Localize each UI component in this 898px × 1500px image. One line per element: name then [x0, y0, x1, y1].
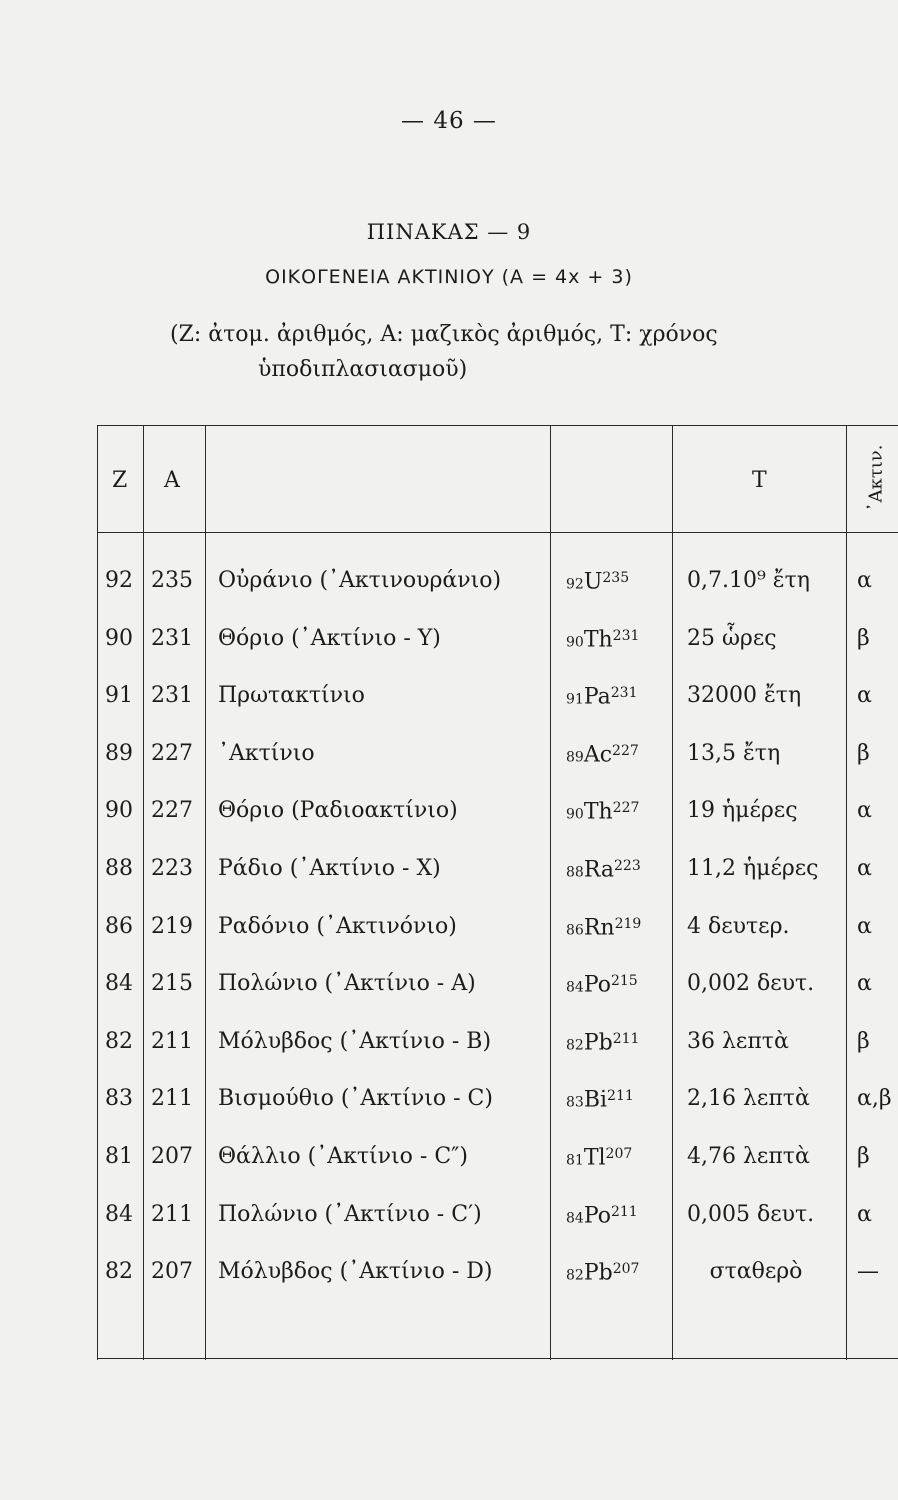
nuclide-element: U	[583, 569, 603, 595]
atomic-number: 90	[105, 625, 133, 651]
nuclide-a: 223	[614, 858, 641, 874]
mass-number: 219	[151, 913, 193, 939]
half-life: 13,5 ἔτη	[687, 740, 781, 766]
element-name: Ραδόνιο (᾿Ακτινόνιο)	[218, 913, 457, 939]
half-life: 25 ὧρες	[687, 625, 777, 651]
nuclide-symbol	[566, 856, 641, 882]
atomic-number: 84	[105, 971, 133, 997]
nuclide-symbol	[566, 1144, 632, 1170]
half-life: 0,002 δευτ.	[687, 971, 815, 997]
nuclide-element: Po	[583, 1202, 611, 1228]
nuclide-a: 231	[610, 685, 638, 702]
nuclide-z: 82	[566, 1267, 584, 1284]
nuclide-element: Th	[583, 799, 613, 825]
nuclide-z: 90	[566, 806, 584, 823]
half-life: 36 λεπτὰ	[687, 1028, 789, 1054]
radiation-type: α	[857, 913, 872, 939]
nuclide-z: 91	[566, 691, 584, 708]
nuclide-element: Th	[583, 626, 613, 652]
mass-number: 211	[151, 1201, 193, 1227]
mass-number: 207	[151, 1144, 193, 1169]
table-row	[0, 1202, 898, 1260]
half-life: 11,2 ἡμέρες	[687, 856, 819, 881]
half-life: 32000 ἔτη	[687, 683, 802, 709]
half-life: 4,76 λεπτὰ	[687, 1144, 810, 1169]
table-row	[0, 683, 898, 741]
atomic-number: 86	[105, 913, 133, 939]
atomic-number: 89	[105, 740, 133, 766]
half-life: 2,16 λεπτὰ	[687, 1086, 810, 1112]
nuclide-symbol	[566, 798, 639, 824]
nuclide-z: 92	[566, 576, 584, 593]
radiation-type: β	[857, 625, 870, 651]
radiation-type: α	[857, 971, 872, 997]
mass-number: 231	[151, 683, 193, 709]
atomic-number: 81	[105, 1144, 133, 1169]
radiation-type: β	[857, 1028, 870, 1054]
nuclide-element: Po	[583, 972, 611, 998]
nuclide-z: 84	[566, 979, 584, 996]
element-name: Οὐράνιο (᾿Ακτινουράνιο)	[218, 568, 502, 593]
mass-number: 235	[151, 568, 193, 593]
nuclide-a: 207	[612, 1261, 640, 1278]
nuclide-symbol	[566, 971, 638, 997]
nuclide-element: Pb	[583, 1030, 613, 1056]
mass-number: 207	[151, 1259, 193, 1285]
table-row	[0, 798, 898, 856]
mass-number: 227	[151, 740, 193, 766]
table-row	[0, 914, 898, 972]
nuclide-a: 235	[602, 570, 630, 586]
nuclide-a: 219	[614, 915, 642, 932]
half-life: 0,7.10⁹ ἔτη	[687, 568, 810, 593]
element-name: Θόριο (Ραδιοακτίνιο)	[218, 798, 458, 824]
mass-number: 227	[151, 798, 193, 824]
nuclide-a: 211	[610, 1203, 638, 1220]
radiation-type: α	[857, 856, 872, 881]
table-row	[0, 568, 898, 626]
table-row	[0, 1259, 898, 1317]
atomic-number: 88	[105, 856, 133, 881]
nuclide-element: Rn	[583, 914, 615, 940]
nuclide-symbol	[566, 741, 639, 767]
atomic-number: 84	[105, 1201, 133, 1227]
nuclide-element: Pb	[583, 1260, 613, 1286]
legend-line-1: (Ζ: ἀτομ. ἀριθμός, Α: μαζικὸς ἀριθμός, Τ: χρόνος	[170, 322, 718, 347]
atomic-number: 91	[105, 683, 133, 709]
nuclide-symbol	[566, 568, 629, 594]
header-t: Τ	[752, 468, 767, 493]
nuclide-element: Ra	[583, 857, 615, 883]
legend-line-2: ὑποδιπλασιασμοῦ)	[258, 357, 468, 382]
nuclide-element: Bi	[583, 1087, 608, 1113]
nuclide-z: 90	[566, 633, 584, 650]
header-a: Α	[164, 468, 180, 493]
mass-number: 231	[151, 625, 193, 651]
nuclide-z: 81	[566, 1152, 584, 1169]
nuclide-z: 88	[566, 864, 584, 881]
family-title: ΟΙΚΟΓΕΝΕΙΑ ΑΚΤΙΝΙΟΥ (Α = 4x + 3)	[265, 266, 633, 288]
table-row	[0, 1086, 898, 1144]
element-name: Πολώνιο (᾿Ακτίνιο - Α)	[218, 971, 476, 997]
table-row	[0, 741, 898, 799]
element-name: Θόριο (᾿Ακτίνιο - Υ)	[218, 625, 441, 651]
radiation-type: α	[857, 568, 872, 593]
nuclide-a: 227	[612, 800, 640, 817]
radiation-type: α,β	[857, 1086, 892, 1112]
nuclide-z: 84	[566, 1209, 584, 1226]
table-bottom-rule	[97, 1358, 898, 1359]
nuclide-symbol	[566, 1029, 639, 1055]
table-label: ΠΙΝΑΚΑΣ — 9	[366, 220, 532, 244]
half-life: 4 δευτερ.	[687, 913, 790, 939]
nuclide-a: 215	[610, 973, 638, 990]
element-name: ᾿Ακτίνιο	[218, 740, 315, 766]
nuclide-symbol	[566, 683, 638, 709]
nuclide-z: 82	[566, 1037, 584, 1054]
radiation-type: β	[857, 740, 870, 766]
radiation-type: α	[857, 1201, 872, 1227]
table-row	[0, 1029, 898, 1087]
nuclide-symbol	[566, 1202, 638, 1228]
half-life: 0,005 δευτ.	[687, 1201, 815, 1227]
table-row	[0, 856, 898, 914]
nuclide-z: 89	[566, 749, 584, 766]
element-name: Μόλυβδος (᾿Ακτίνιο - D)	[218, 1259, 493, 1285]
table-row	[0, 1144, 898, 1202]
nuclide-symbol	[566, 1086, 634, 1112]
mass-number: 211	[151, 1028, 193, 1054]
nuclide-a: 211	[612, 1030, 640, 1047]
nuclide-a: 211	[607, 1088, 634, 1105]
radiation-type: β	[857, 1144, 870, 1169]
nuclide-element: Pa	[583, 684, 611, 710]
nuclide-element: Tl	[583, 1145, 606, 1171]
nuclide-element: Ac	[583, 742, 613, 768]
header-z: Ζ	[112, 468, 128, 493]
nuclide-symbol	[566, 1259, 639, 1285]
header-bottom-rule	[97, 532, 898, 533]
element-name: Πρωτακτίνιο	[218, 683, 365, 709]
table-row	[0, 626, 898, 684]
half-life: σταθερὸ	[709, 1259, 803, 1285]
half-life: 19 ἡμέρες	[687, 798, 798, 824]
element-name: Θάλλιο (᾿Ακτίνιο - C″)	[218, 1144, 468, 1169]
mass-number: 215	[151, 971, 193, 997]
radiation-type: —	[857, 1259, 879, 1285]
radiation-type: α	[857, 683, 872, 709]
atomic-number: 83	[105, 1086, 133, 1112]
nuclide-a: 227	[612, 742, 639, 759]
atomic-number: 82	[105, 1028, 133, 1054]
radiation-type: α	[857, 798, 872, 824]
atomic-number: 82	[105, 1259, 133, 1285]
header-radiation: ᾿Ακτιν.	[865, 444, 887, 512]
nuclide-a: 207	[605, 1146, 633, 1162]
mass-number: 211	[151, 1086, 193, 1112]
nuclide-z: 83	[566, 1094, 584, 1111]
atomic-number: 92	[105, 568, 133, 593]
atomic-number: 90	[105, 798, 133, 824]
mass-number: 223	[151, 856, 193, 881]
nuclide-symbol	[566, 626, 639, 652]
element-name: Βισμούθιο (᾿Ακτίνιο - C)	[218, 1086, 493, 1112]
nuclide-a: 231	[612, 627, 640, 644]
element-name: Πολώνιο (᾿Ακτίνιο - C′)	[218, 1201, 482, 1227]
nuclide-symbol	[566, 914, 641, 940]
nuclide-z: 86	[566, 921, 584, 938]
page-number: — 46 —	[401, 108, 497, 134]
table-row	[0, 971, 898, 1029]
table-top-rule	[97, 425, 898, 426]
element-name: Μόλυβδος (᾿Ακτίνιο - Β)	[218, 1028, 492, 1054]
element-name: Ράδιο (᾿Ακτίνιο - Χ)	[218, 856, 441, 881]
